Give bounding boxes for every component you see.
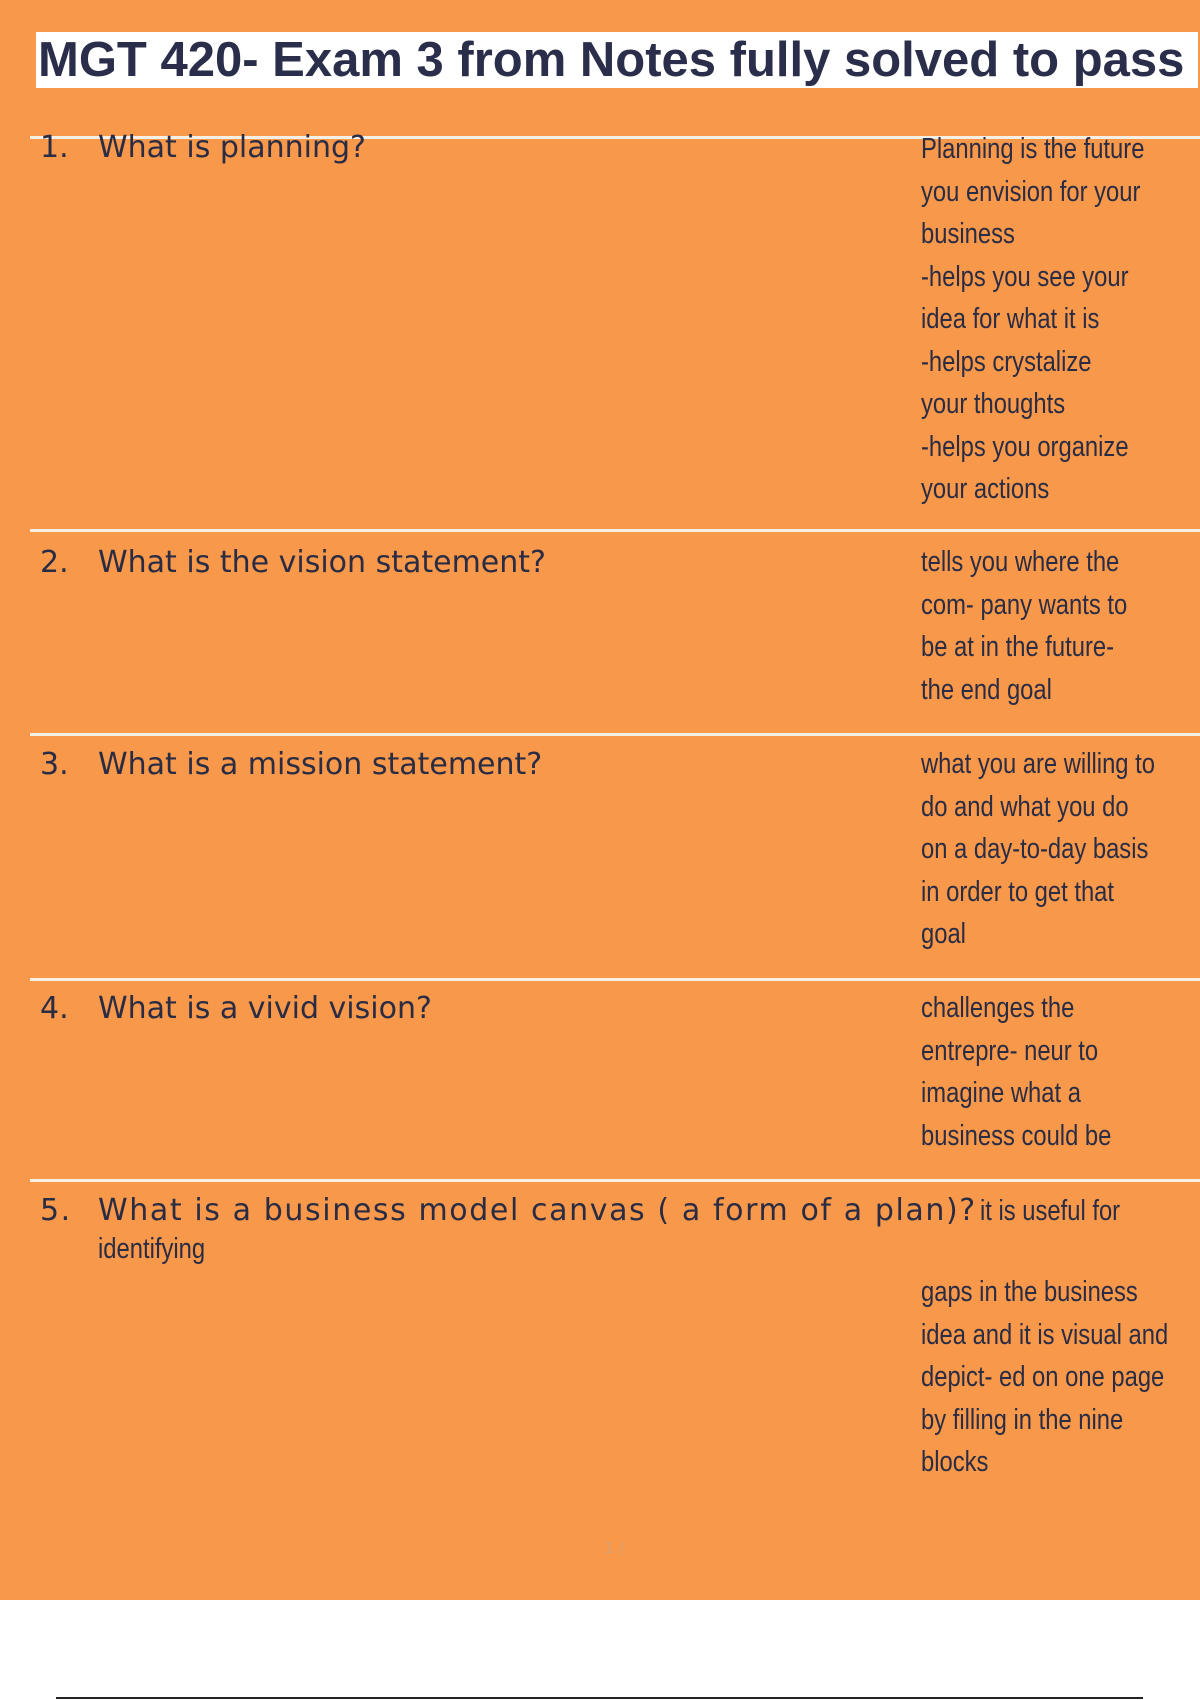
answer-line: Planning is the future [921, 133, 1145, 165]
row-divider [30, 1179, 1200, 1182]
answer-line: you envision for your [921, 175, 1141, 208]
footer-rule [56, 1697, 1143, 1699]
answer-line: be at in the future- [921, 631, 1115, 663]
question-1 [40, 128, 366, 168]
answer-line: imagine what a [921, 1077, 1081, 1109]
answer-line: business [921, 218, 1015, 250]
answer-line: depict- ed on one page [921, 1361, 1165, 1393]
page-title: MGT 420- Exam 3 from Notes fully solved to pass [38, 33, 1185, 87]
answer-5 [921, 1271, 1169, 1484]
answer-line: challenges the [921, 992, 1075, 1024]
answer-line: -helps you see your [921, 260, 1129, 293]
question-number: 4. [40, 991, 69, 1026]
answer-line: your thoughts [921, 388, 1066, 420]
answer-4 [921, 987, 1151, 1157]
answer-line: blocks [921, 1446, 989, 1478]
question-number: 5. [40, 1193, 72, 1228]
question-number: 2. [40, 545, 69, 580]
question-number: 3. [40, 747, 69, 782]
row-divider [30, 733, 1200, 736]
answer-line: gaps in the business [921, 1276, 1138, 1308]
question-number: 1. [40, 130, 69, 165]
question-text: What is a vivid vision? [98, 991, 432, 1026]
answer-line: business could be [921, 1119, 1112, 1152]
answer-2 [921, 541, 1151, 711]
answer-line: -helps crystalize [921, 345, 1092, 378]
question-2 [40, 543, 546, 583]
answer-line: by filling in the nine [921, 1403, 1124, 1436]
answer-line: on a day-to-day basis [921, 833, 1149, 865]
answer-1 [921, 128, 1151, 511]
answer-line: -helps you organize [921, 430, 1129, 463]
question-text: What is a mission statement? [98, 747, 543, 782]
answer-line: com- pany wants to [921, 588, 1128, 621]
question-text: What is a business model canvas ( a form of a plan)? [98, 1193, 977, 1228]
answer-line: the end goal [921, 673, 1052, 706]
row-divider [30, 978, 1200, 981]
question-text: What is the vision statement? [98, 545, 546, 580]
answer-5-continuation: identifying [98, 1233, 206, 1265]
answer-line: your actions [921, 473, 1050, 505]
answer-line: goal [921, 918, 966, 950]
answer-line: idea for what it is [921, 303, 1100, 335]
question-5 [40, 1191, 977, 1231]
answer-line: in order to get that [921, 875, 1115, 908]
question-text: What is planning? [98, 130, 366, 165]
question-4 [40, 989, 432, 1029]
page-number: 1 / [604, 1538, 625, 1557]
answer-line: what you are willing to [921, 748, 1155, 780]
answer-line: entrepre- neur to [921, 1034, 1099, 1067]
answer-line: idea and it is visual and [921, 1318, 1169, 1351]
answer-line: tells you where the [921, 546, 1120, 578]
answer-3 [921, 743, 1155, 956]
question-3 [40, 745, 542, 785]
answer-line: do and what you do [921, 790, 1129, 823]
row-divider [30, 529, 1200, 532]
answer-5-inline: it is useful for [980, 1195, 1121, 1227]
